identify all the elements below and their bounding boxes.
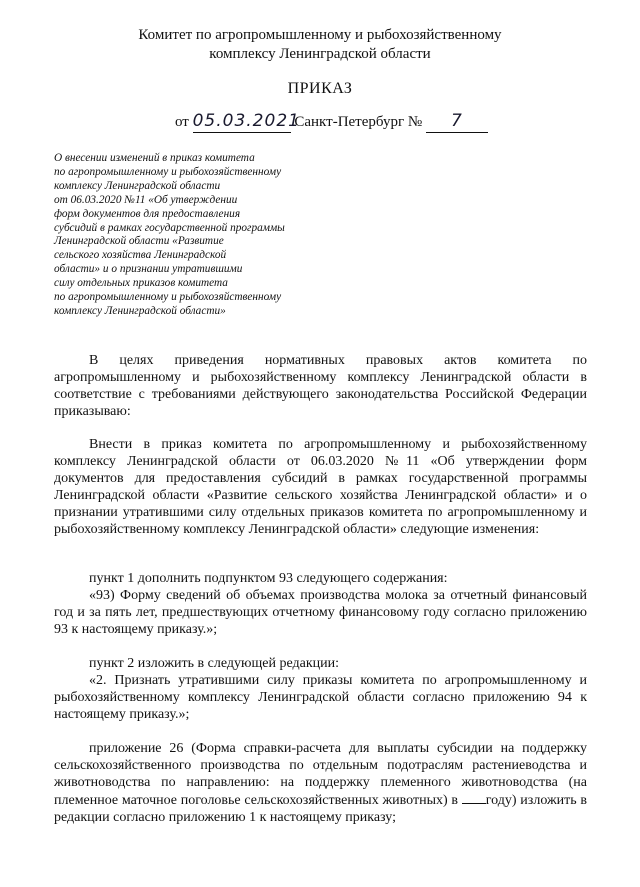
subject-line: комплексу Ленинградской области [54,179,221,192]
document-title: ПРИКАЗ [287,80,353,97]
main-order-paragraph: Внести в приказ комитета по агропромышленному и рыбохозяйственному комплексу Ленинградской области от 06.03.2020 №11 «Об утверждении форм документов для предоставления субсидий в рамках государственной программы Ленинградской области «Развитие сельского хозяйства Ленинградской области» и о признании утратившими силу отдельных приказов комитета по агропромышленному и рыбохозяйственному комплексу Ленинградской области» следующие изменения: [54,437,587,537]
subject-line: комплексу Ленинградской области» [54,304,226,317]
handwritten-order-number: 7 [426,110,488,133]
subject-line: Ленинградской области «Развитие [54,235,224,248]
subject-line: сельского хозяйства Ленинградской [54,249,227,262]
date-prefix: от [175,114,189,130]
item-2-heading: пункт 2 изложить в следующей редакции: [89,656,339,671]
item-3-text-part-2: году) изложить в редакции согласно приложению 1 к настоящему приказу; [54,793,588,825]
subject-line: силу отдельных приказов комитета [54,277,228,290]
subject-line: области» и о признании утратившими [54,263,243,276]
order-subject [54,152,285,319]
item-2-text: «2. Признать утратившими силу приказы комитета по агропромышленному и рыбохозяйственному комплексу Ленинградской области согласно приложению 94 к настоящему приказу.»; [54,673,587,722]
organization-name-line-1: Комитет по агропромышленному и рыбохозяйственному [138,27,502,43]
subject-line: форм документов для предоставления [54,207,241,220]
item-3-text [54,740,587,826]
handwritten-date: 05.03.2021 [192,111,300,131]
item-3-text-part-1: приложение 26 (Форма справки-расчета для выплаты субсидии на поддержку сельскохозяйственного производства по отдельным подотраслям растениеводства и животноводства по направлению: на поддержку племенного животноводства (на племенное маточное поголовье сельскохозяйственных животных) в [54,741,587,808]
organization-name-line-2: комплексу Ленинградской области [209,46,431,62]
subject-line: по агропромышленному и рыбохозяйственному [54,291,282,304]
item-1-heading: пункт 1 дополнить подпунктом 93 следующего содержания: [89,571,448,586]
preamble-paragraph: В целях приведения нормативных правовых актов комитета по агропромышленному и рыбохозяйственному комплексу Ленинградской области в соответствие с требованиями действующего законодательства Российской Федерации приказываю: [54,353,587,419]
city-and-number-label: Санкт-Петербург № [294,114,423,130]
year-blank-line [462,791,486,804]
date-number-row [175,110,488,133]
subject-line: О внесении изменений в приказ комитета [54,152,255,164]
subject-line: по агропромышленному и рыбохозяйственному [54,165,282,178]
subject-line: субсидий в рамках государственной программы [54,221,285,234]
subject-line: от 06.03.2020 №11 «Об утверждении [54,193,238,206]
item-1-text: «93) Форму сведений об объемах производства молока за отчетный финансовый год и за пять лет, предшествующих отчетному финансовому году согласно приложению 93 к настоящему приказу.»; [54,588,587,637]
